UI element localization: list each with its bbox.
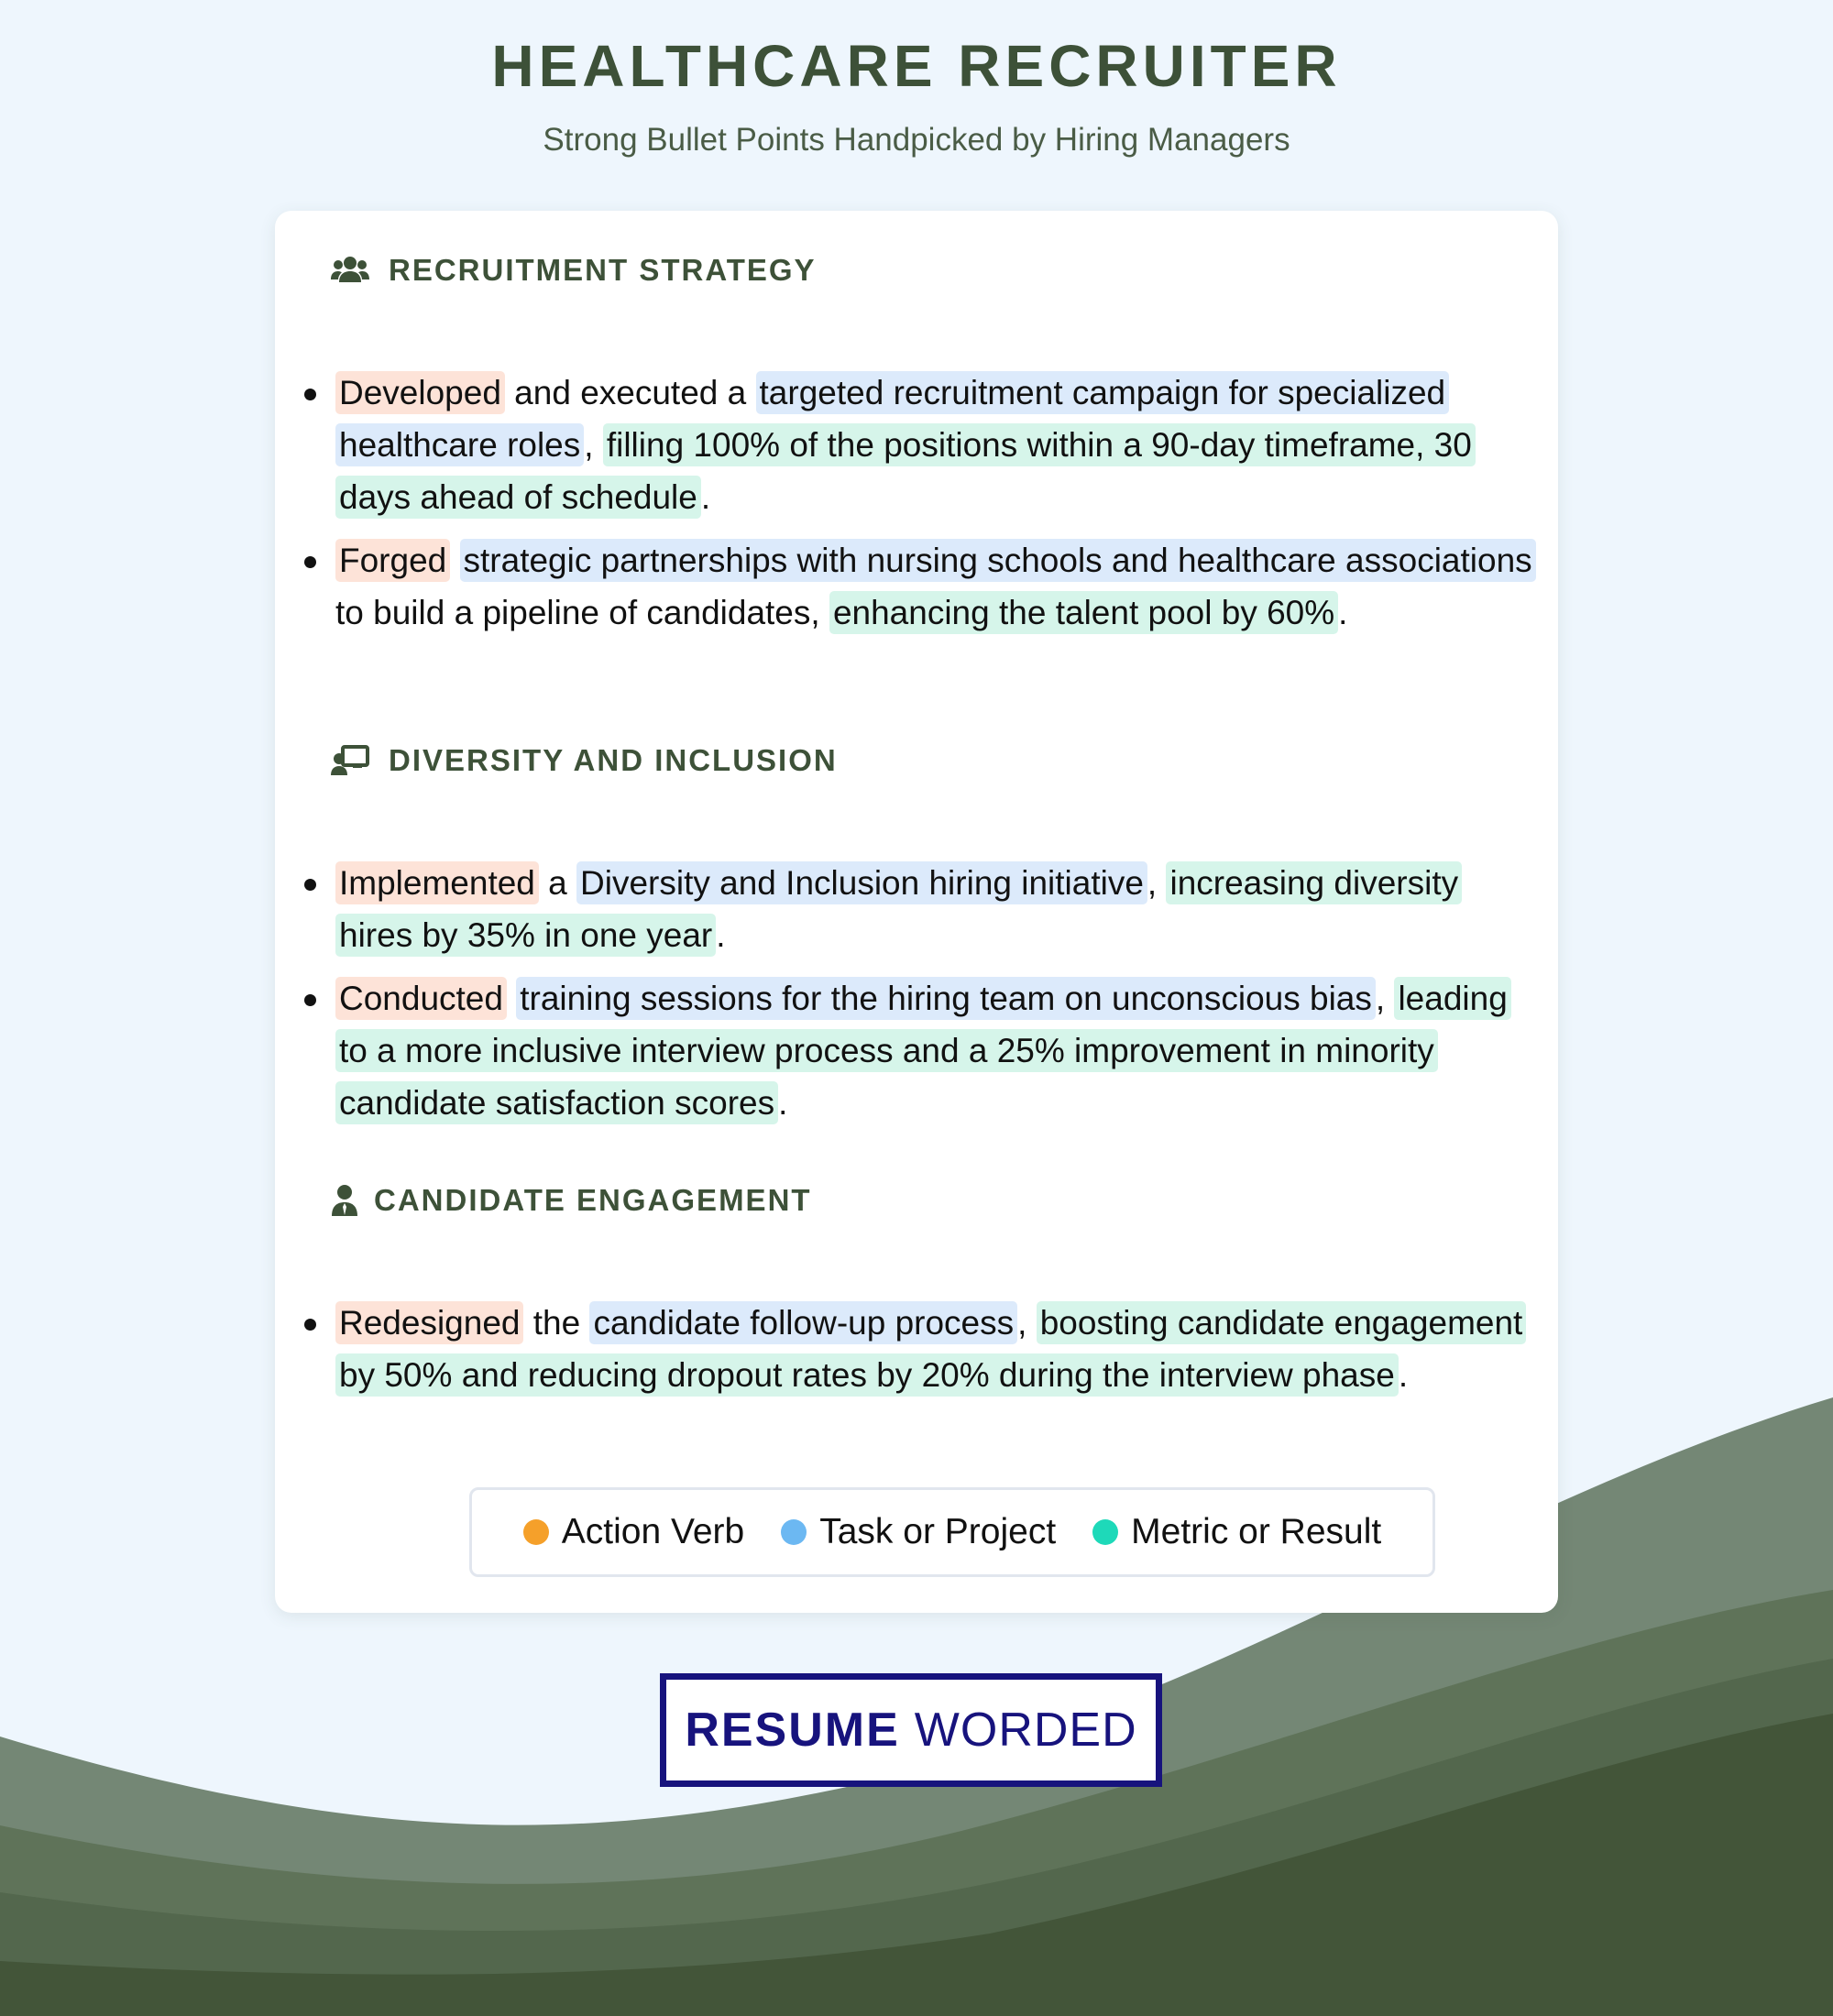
metric-highlight: filling 100% of the positions within a 90-day timeframe, 30 days ahead of schedule bbox=[335, 423, 1476, 519]
metric-highlight: enhancing the talent pool by 60% bbox=[829, 591, 1338, 634]
bullet-item bbox=[275, 1297, 1558, 1401]
action-verb-highlight: Implemented bbox=[335, 861, 539, 904]
action-verb-highlight: Redesigned bbox=[335, 1301, 523, 1344]
bullet-list bbox=[275, 1297, 1558, 1412]
metric-highlight: leading to a more inclusive interview process and a 25% improvement in minority candidate satisfaction scores bbox=[335, 977, 1511, 1124]
bullet-text: , bbox=[1147, 864, 1167, 902]
bullet-item bbox=[275, 972, 1558, 1129]
legend-dot-action-verb bbox=[523, 1519, 549, 1545]
legend-label: Task or Project bbox=[819, 1512, 1057, 1551]
bullet-text: , bbox=[1375, 980, 1395, 1017]
section-header bbox=[330, 738, 838, 783]
bullet-text bbox=[507, 980, 516, 1017]
bullet-list bbox=[275, 367, 1558, 650]
section-title: DIVERSITY AND INCLUSION bbox=[389, 743, 838, 777]
action-verb-highlight: Forged bbox=[335, 539, 450, 582]
metric-highlight: boosting candidate engagement by 50% and reducing dropout rates by 20% during the interview phase bbox=[335, 1301, 1526, 1397]
bullet-text: . bbox=[700, 478, 711, 516]
page-header bbox=[0, 27, 1833, 159]
bullet-text: . bbox=[778, 1084, 788, 1122]
bullet-text: to build a pipeline of candidates, bbox=[335, 594, 829, 631]
task-highlight: candidate follow-up process bbox=[589, 1301, 1017, 1344]
bullet-text: . bbox=[716, 916, 726, 954]
task-highlight: targeted recruitment campaign for specialized healthcare roles bbox=[335, 371, 1449, 466]
legend bbox=[469, 1487, 1435, 1577]
task-highlight: training sessions for the hiring team on unconscious bias bbox=[516, 977, 1376, 1020]
task-highlight: strategic partnerships with nursing schools and healthcare associations bbox=[460, 539, 1536, 582]
action-verb-highlight: Conducted bbox=[335, 977, 507, 1020]
bullet-item bbox=[275, 367, 1558, 523]
section-header bbox=[330, 247, 817, 293]
legend-item-task-or-project bbox=[781, 1512, 1056, 1552]
bullet-text: . bbox=[1398, 1356, 1409, 1394]
user-tie-icon bbox=[330, 1180, 359, 1221]
section-title: CANDIDATE ENGAGEMENT bbox=[374, 1183, 812, 1217]
bullet-text: a bbox=[538, 864, 577, 902]
bullet-points-card bbox=[275, 211, 1558, 1613]
bullet-text: , bbox=[584, 426, 603, 464]
section-header bbox=[330, 1178, 812, 1223]
bullet-text: , bbox=[1017, 1304, 1037, 1342]
page-subtitle: Strong Bullet Points Handpicked by Hiring Managers bbox=[543, 122, 1290, 158]
resume-worded-logo[interactable] bbox=[660, 1673, 1162, 1787]
section-title: RECRUITMENT STRATEGY bbox=[389, 253, 817, 287]
metric-highlight: increasing diversity hires by 35% in one year bbox=[335, 861, 1462, 957]
users-icon bbox=[330, 250, 370, 290]
page-title: HEALTHCARE RECRUITER bbox=[491, 33, 1342, 99]
brand-name-light: WORDED bbox=[914, 1704, 1137, 1757]
bullet-item bbox=[275, 534, 1558, 639]
bullet-list bbox=[275, 857, 1558, 1140]
legend-label: Metric or Result bbox=[1131, 1512, 1382, 1551]
bullet-text: the bbox=[523, 1304, 590, 1342]
presentation-icon bbox=[330, 740, 370, 781]
task-highlight: Diversity and Inclusion hiring initiative bbox=[576, 861, 1147, 904]
bullet-text: and executed a bbox=[504, 374, 756, 411]
brand-name-bold: RESUME bbox=[685, 1704, 900, 1757]
action-verb-highlight: Developed bbox=[335, 371, 505, 414]
legend-item-action-verb bbox=[523, 1512, 744, 1552]
legend-dot-metric-or-result bbox=[1092, 1519, 1118, 1545]
bullet-item bbox=[275, 857, 1558, 961]
legend-dot-task-or-project bbox=[781, 1519, 807, 1545]
legend-label: Action Verb bbox=[561, 1512, 745, 1551]
bullet-text bbox=[450, 542, 459, 579]
bullet-text: . bbox=[1338, 594, 1348, 631]
legend-item-metric-or-result bbox=[1092, 1512, 1381, 1552]
